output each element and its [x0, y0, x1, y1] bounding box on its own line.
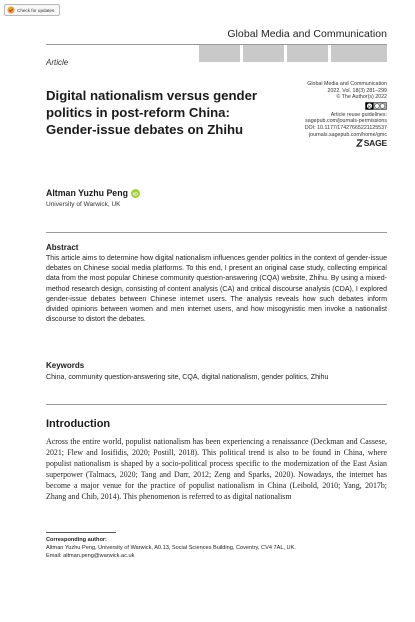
- doi-link[interactable]: DOI: 10.1177/17427665221125537: [304, 124, 387, 131]
- journal-link[interactable]: journals.sagepub.com/home/gmc: [308, 131, 387, 138]
- meta-copyright: © The Author(s) 2022: [336, 94, 387, 101]
- keywords-heading: Keywords: [46, 361, 85, 370]
- header-bar: [243, 45, 284, 62]
- introduction-heading: Introduction: [46, 418, 111, 430]
- divider: [46, 232, 387, 233]
- meta-journal: Global Media and Communication: [307, 81, 387, 87]
- reuse-link[interactable]: sagepub.com/journals-permissions: [305, 118, 387, 125]
- author-line: [46, 188, 140, 198]
- header-bars: [199, 45, 387, 62]
- badge-label: Check for updates: [17, 7, 55, 13]
- author-affiliation: University of Warwick, UK: [46, 201, 121, 208]
- meta-volume: 2022, Vol. 18(3) 281–299: [327, 87, 387, 94]
- creative-commons-icon: [365, 102, 387, 110]
- abstract-text: This article aims to determine how digital nationalism influences gender politics in the context of gender-issue debates on Chinese social media platforms. To this end, I present an original case study, collecting empirical data from the most popular Chinese community question-answering (CQA) website, Zhihu. By using a mixed-method research design, consisting of content analysis (CA) and critical discourse analysis (CDA), I explored gender-issue debates between Chinese internet users. The analysis reveals how such debates inform divided opinions between women and men internet users, and how misogynistic men invoke a nationalist discourse to distort the debates.: [46, 255, 387, 324]
- correspondence-heading: Corresponding author:: [46, 537, 107, 543]
- introduction-text: Across the entire world, populist nationalism has been experiencing a renaissance (Deckman and Cassese, 2021; Flew and Iosifidis, 2020; Postill, 2018). This political trend is also to be found in China, where populist nationalism is shaped by a socio-political process specific to the modernization of the East Asian superpower (Talmacs, 2020; Tang and Darr, 2012; Zeng and Sparks, 2020). Nowadays, the internet has become a major venue for the practice of populist nationalism in China (Leibold, 2010; Yang, 2017b; Zhang and Chib, 2014). This phenomenon is referred to as digital nationalism: [46, 437, 387, 501]
- journal-name: Global Media and Communication: [227, 28, 387, 40]
- article-meta: [267, 81, 387, 147]
- check-for-updates-badge[interactable]: [4, 4, 60, 16]
- abstract-heading: Abstract: [46, 243, 79, 252]
- svg-text:cc: cc: [367, 104, 372, 109]
- divider: [46, 404, 387, 405]
- meta-reuse: Article reuse guidelines:: [330, 111, 387, 118]
- header-bar: [287, 45, 328, 62]
- header-bar: [199, 45, 240, 62]
- article-title: Digital nationalism versus gender politics in post-reform China: Gender-issue debates on Zhihu: [46, 88, 258, 137]
- check-for-updates-icon: [7, 6, 15, 14]
- publisher-name: SAGE: [363, 137, 387, 148]
- article-type: Article: [46, 58, 69, 67]
- sage-logo-icon: [356, 139, 363, 147]
- correspondence-address: Altman Yuzhu Peng, University of Warwick, A0.13, Social Sciences Building, Coventry, CV4 7AL, UK.: [46, 544, 296, 551]
- correspondence-email[interactable]: Email: altman.peng@warwick.ac.uk: [46, 552, 135, 559]
- cc-badge: [267, 102, 387, 110]
- author-name: Altman Yuzhu Peng: [46, 188, 128, 198]
- orcid-icon[interactable]: [131, 189, 140, 198]
- footnote-rule: [46, 532, 116, 533]
- correspondence-block: [46, 537, 296, 560]
- keywords-text: China, community question-answering site, CQA, digital nationalism, gender politics, Zhihu: [46, 374, 329, 381]
- header-bar: [331, 45, 387, 62]
- publisher-logo: [267, 139, 387, 147]
- svg-text:iD: iD: [132, 191, 138, 197]
